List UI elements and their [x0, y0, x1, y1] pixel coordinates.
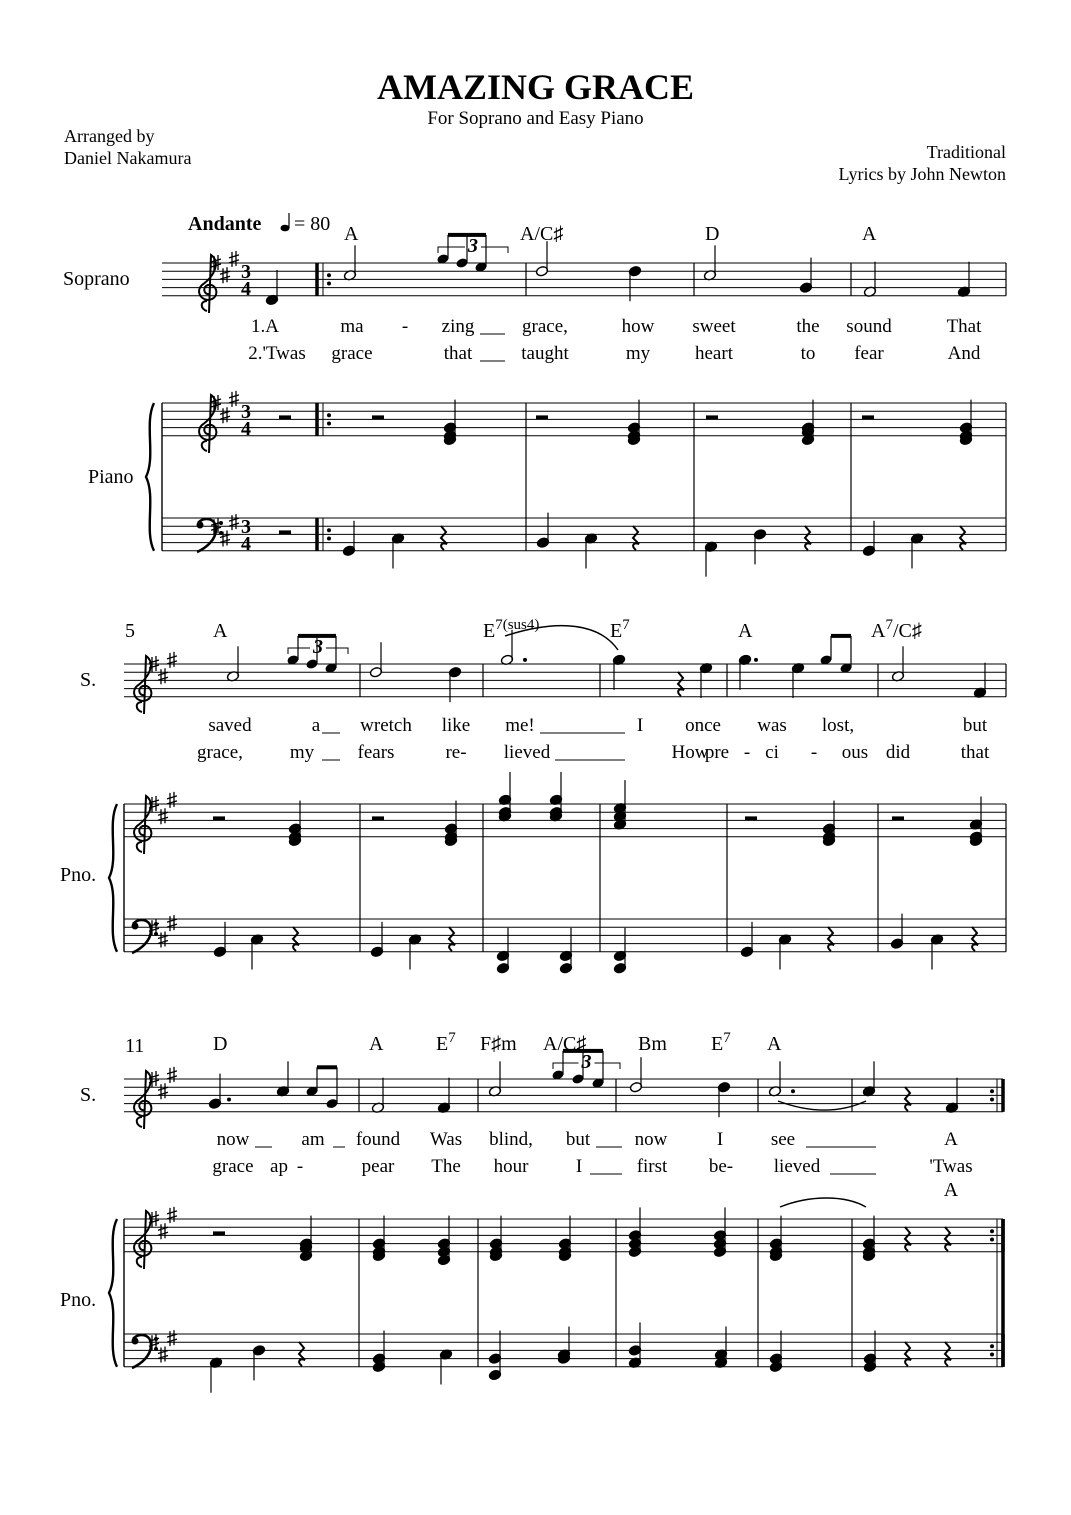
lyric-verse-2: I: [575, 1156, 583, 1177]
half-rest-icon: [279, 530, 291, 534]
time-signature-bottom: 4: [241, 533, 251, 555]
lyric-verse-2: -: [743, 742, 751, 763]
lyric-verse-1: found: [355, 1129, 401, 1150]
piano-short-label: Pno.: [60, 1289, 97, 1311]
treble-clef-icon: [134, 1071, 151, 1129]
chord-symbol: A: [344, 223, 359, 245]
beam: [831, 634, 851, 638]
tie: [780, 1198, 866, 1207]
bass-clef-dot: [132, 923, 139, 930]
bass-clef-dot: [132, 1338, 139, 1345]
sharp-icon: [167, 1330, 177, 1346]
lyric-verse-2: -: [296, 1156, 304, 1177]
lyric-verse-1: am: [301, 1129, 325, 1150]
half-rest-icon: [372, 415, 384, 419]
tuplet-number: 3: [313, 636, 323, 658]
bass-clef-dot: [197, 522, 204, 529]
piano-short-label: Pno.: [60, 864, 97, 886]
repeat-dot: [327, 282, 331, 286]
chord-symbol: $E^7$: [436, 1030, 456, 1055]
time-signature-top: 3: [241, 401, 251, 423]
lyric-verse-1: but: [565, 1129, 591, 1150]
chord-symbol: A: [767, 1033, 782, 1055]
repeat-dot: [990, 1238, 994, 1242]
tuplet-number: 3: [468, 235, 478, 257]
lyric-verse-1: A: [944, 1129, 958, 1150]
lyric-verse-1: me!: [505, 715, 535, 736]
measure-number: 5: [125, 620, 135, 642]
treble-clef-icon: [134, 796, 151, 854]
dot: [791, 1089, 795, 1093]
lyric-verse-2: fear: [854, 343, 884, 364]
tempo-bpm: = 80: [294, 213, 331, 235]
quarter-rest-icon: [945, 1227, 951, 1251]
lyricist-label: Lyrics by John Newton: [838, 164, 1006, 184]
chord-symbol: $A^7/C♯$: [871, 617, 922, 642]
half-rest-icon: [213, 816, 225, 820]
lyric-verse-1: saved: [208, 715, 252, 736]
lyric-verse-1: how: [621, 316, 655, 337]
lyric-verse-2: 2.'Twas: [248, 343, 306, 364]
lyric-verse-2: And: [947, 343, 981, 364]
sharp-icon: [220, 267, 230, 283]
time-signature-top: 3: [241, 261, 251, 283]
quarter-rest-icon: [633, 526, 639, 550]
repeat-dot: [327, 537, 331, 541]
lyric-verse-1: ma: [340, 316, 364, 337]
repeat-dot: [327, 273, 331, 277]
chord-symbol: A/C♯: [543, 1033, 587, 1055]
lyric-verse-1: That: [946, 316, 982, 337]
chord-symbol: F♯m: [480, 1033, 517, 1055]
repeat-dot: [327, 528, 331, 532]
lyric-verse-1: sweet: [692, 316, 736, 337]
half-rest-icon: [892, 816, 904, 820]
lyric-verse-2: that: [960, 742, 990, 763]
treble-clef-icon: [134, 656, 151, 714]
treble-clef-icon: [134, 1211, 151, 1269]
chord-symbol: A: [862, 223, 877, 245]
tempo-note-icon: [281, 225, 290, 232]
lyric-verse-2: to: [800, 343, 816, 364]
quarter-rest-icon: [945, 1342, 951, 1366]
sharp-icon: [229, 514, 239, 530]
sharp-icon: [158, 668, 168, 684]
lyric-verse-1: a: [311, 715, 321, 736]
soprano-short-label: S.: [80, 1084, 97, 1106]
piano-brace: [146, 403, 154, 551]
lyric-verse-1: wretch: [360, 715, 412, 736]
lyric-verse-1: blind,: [489, 1129, 533, 1150]
dot: [227, 1098, 231, 1102]
chord-symbol: A: [943, 1179, 959, 1201]
lyric-verse-1: grace,: [522, 316, 568, 337]
lyric-verse-1: I: [636, 715, 644, 736]
arranger-label: Arranged by: [64, 126, 155, 146]
lyric-verse-1: the: [796, 316, 820, 337]
beam: [448, 233, 486, 237]
half-rest-icon: [279, 415, 291, 419]
lyric-verse-2: ap: [270, 1156, 288, 1177]
lyric-verse-1: sound: [846, 316, 892, 337]
chord-symbol: A: [369, 1033, 384, 1055]
sharp-icon: [167, 652, 177, 668]
repeat-dot: [327, 422, 331, 426]
composer-label: Traditional: [926, 142, 1006, 162]
half-rest-icon: [213, 1231, 225, 1235]
sharp-icon: [229, 391, 239, 407]
repeat-dot: [990, 1229, 994, 1233]
lyric-verse-2: pre: [704, 742, 730, 763]
time-signature-bottom: 4: [241, 418, 251, 440]
chord-symbol: A: [213, 620, 228, 642]
lyric-verse-2: grace: [212, 1156, 254, 1177]
lyric-verse-2: my: [289, 742, 315, 763]
measure-number: 11: [125, 1035, 145, 1057]
lyric-verse-2: grace: [331, 343, 373, 364]
quarter-rest-icon: [449, 927, 455, 951]
chord-symbol: A: [738, 620, 753, 642]
lyric-verse-1: see: [770, 1129, 796, 1150]
sharp-icon: [158, 932, 168, 948]
lyric-verse-1: was: [757, 715, 787, 736]
sharp-icon: [167, 792, 177, 808]
beam: [317, 1065, 337, 1069]
time-signature-top: 3: [241, 516, 251, 538]
sharp-icon: [158, 1223, 168, 1239]
repeat-dot: [990, 1098, 994, 1102]
chord-symbol: Bm: [638, 1033, 667, 1055]
tempo-marking: Andante: [188, 213, 262, 235]
quarter-rest-icon: [441, 526, 447, 550]
quarter-rest-icon: [293, 927, 299, 951]
tuplet-number: 3: [581, 1051, 592, 1073]
arranger-name: Daniel Nakamura: [64, 148, 192, 168]
lyric-verse-2: -: [810, 742, 818, 763]
lyric-verse-2: 'Twas: [929, 1156, 973, 1177]
lyric-verse-2: ous: [841, 742, 869, 763]
piano-brace: [109, 1219, 117, 1367]
lyric-verse-2: my: [625, 343, 651, 364]
lyric-verse-1: I: [716, 1129, 724, 1150]
lyric-verse-1: 1.A: [251, 316, 279, 337]
sharp-icon: [167, 1067, 177, 1083]
lyric-verse-2: lieved: [503, 742, 551, 763]
quarter-rest-icon: [905, 1087, 911, 1111]
chord-symbol: D: [213, 1033, 228, 1055]
soprano-short-label: S.: [80, 669, 97, 691]
sharp-icon: [220, 407, 230, 423]
lyric-verse-2: first: [636, 1156, 668, 1177]
lyric-verse-1: once: [685, 715, 721, 736]
lyric-verse-1: Was: [429, 1129, 463, 1150]
lyric-verse-1: zing: [441, 316, 475, 337]
sharp-icon: [229, 251, 239, 267]
lyric-verse-2: did: [885, 742, 911, 763]
half-rest-icon: [372, 816, 384, 820]
piano-brace: [109, 804, 117, 952]
dot: [754, 658, 758, 662]
lyric-verse-2: taught: [521, 343, 569, 364]
half-rest-icon: [862, 415, 874, 419]
lyric-verse-2: How: [671, 742, 709, 763]
lyric-verse-1: -: [401, 316, 409, 337]
time-signature-bottom: 4: [241, 278, 251, 300]
tie: [778, 1101, 866, 1110]
piano-label: Piano: [88, 466, 134, 488]
lyric-verse-2: fears: [357, 742, 395, 763]
lyric-verse-1: like: [441, 715, 471, 736]
half-rest-icon: [745, 816, 757, 820]
sharp-icon: [158, 1083, 168, 1099]
lyric-verse-2: lieved: [773, 1156, 821, 1177]
lyric-verse-1: now: [634, 1129, 668, 1150]
lyric-verse-2: heart: [695, 343, 733, 364]
sharp-icon: [167, 1207, 177, 1223]
lyric-verse-2: be-: [708, 1156, 734, 1177]
chord-symbol: A/C♯: [520, 223, 564, 245]
page-subtitle: For Soprano and Easy Piano: [427, 108, 644, 129]
page-title: AMAZING GRACE: [376, 67, 694, 107]
quarter-rest-icon: [299, 1342, 305, 1366]
soprano-label: Soprano: [63, 268, 130, 290]
lyric-verse-2: pear: [361, 1156, 395, 1177]
quarter-rest-icon: [972, 927, 978, 951]
lyric-verse-2: re-: [445, 742, 467, 763]
quarter-rest-icon: [805, 526, 811, 550]
lyric-verse-1: now: [216, 1129, 250, 1150]
lyric-verse-2: hour: [493, 1156, 529, 1177]
dot: [523, 658, 527, 662]
lyric-verse-1: but: [962, 715, 988, 736]
lyric-verse-2: that: [443, 343, 473, 364]
repeat-dot: [990, 1344, 994, 1348]
sharp-icon: [158, 808, 168, 824]
quarter-rest-icon: [960, 526, 966, 550]
quarter-rest-icon: [678, 672, 684, 696]
lyric-verse-2: grace,: [197, 742, 243, 763]
half-rest-icon: [706, 415, 718, 419]
half-rest-icon: [536, 415, 548, 419]
quarter-rest-icon: [905, 1342, 911, 1366]
chord-symbol: $E^7$: [610, 617, 630, 642]
quarter-rest-icon: [828, 927, 834, 951]
sharp-icon: [158, 1347, 168, 1363]
chord-symbol: $E^{7(sus4)}$: [483, 617, 540, 642]
sharp-icon: [167, 915, 177, 931]
quarter-rest-icon: [905, 1227, 911, 1251]
lyric-verse-2: The: [431, 1156, 461, 1177]
repeat-dot: [990, 1353, 994, 1357]
chord-symbol: $E^7$: [711, 1030, 731, 1055]
lyric-verse-1: lost,: [821, 715, 855, 736]
repeat-dot: [990, 1089, 994, 1093]
lyric-verse-2: ci: [765, 742, 779, 763]
chord-symbol: D: [705, 223, 720, 245]
repeat-dot: [327, 413, 331, 417]
